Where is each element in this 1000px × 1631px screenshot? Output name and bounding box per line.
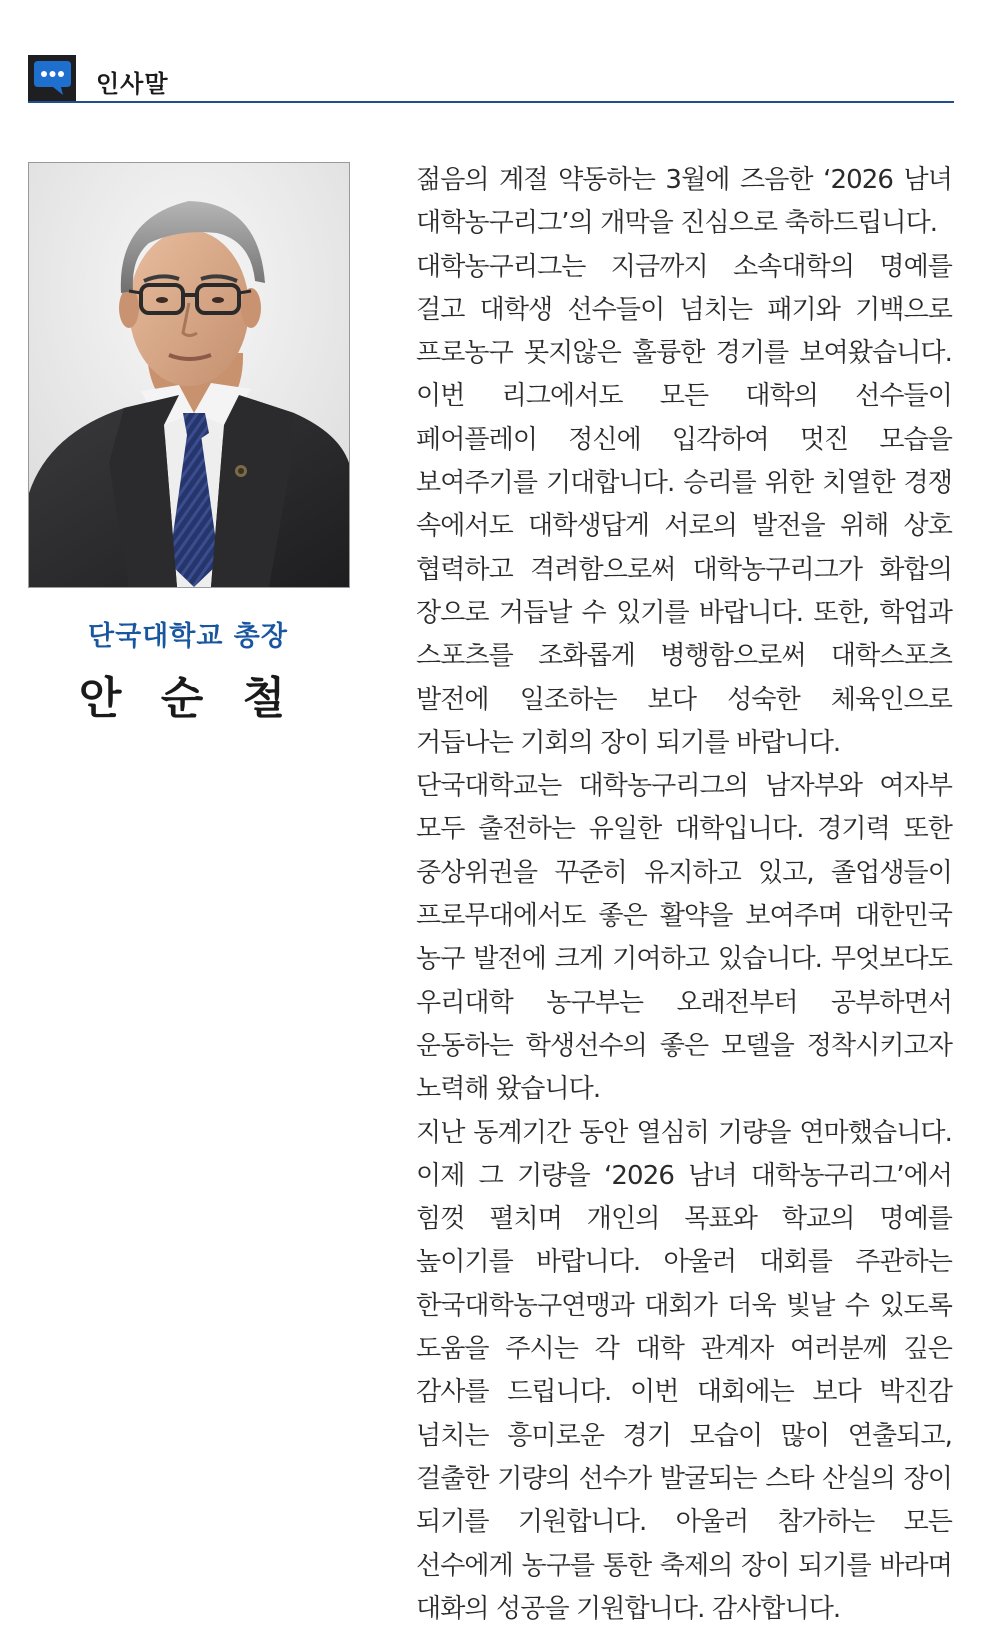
greeting-message bbox=[416, 159, 952, 1631]
portrait-photo bbox=[28, 162, 350, 588]
message-paragraph: 지난 동계기간 동안 열심히 기량을 연마했습니다. 이제 그 기량을 ‘2026 남녀 대학농구리그’에서 힘껏 펼치며 개인의 목표와 학교의 명예를 높이기를 바랍니다. 아울러 대회를 주관하는 한국대학농구연맹과 대회가 더욱 빛날 수 있도록 도움을 주시는 각 대학 관계자 여러분께 깊은 감사를 드립니다. 이번 대회에는 보다 박진감 넘치는 흥미로운 경기 모습이 많이 연출되고, 걸출한 기량의 선수가 발굴되는 스타 산실의 장이 되기를 기원합니다. 아울러 참가하는 모든 선수에게 농구를 통한 축제의 장이 되기를 바라며 대화의 성공을 기원합니다. 감사합니다. bbox=[416, 1117, 952, 1624]
section-title: 인사말 bbox=[96, 70, 169, 98]
speaker-name: 안 순 철 bbox=[78, 673, 298, 724]
message-paragraph: 단국대학교는 대학농구리그의 남자부와 여자부 모두 출전하는 유일한 대학입니다. 경기력 또한 중상위권을 꾸준히 유지하고 있고, 졸업생들이 프로무대에서도 좋은 활약을 보여주며 대한민국 농구 발전에 크게 기여하고 있습니다. 무엇보다도 우리대학 농구부는 오래전부터 공부하면서 운동하는 학생선수의 좋은 모델을 정착시키고자 노력해 왔습니다. bbox=[416, 771, 952, 1105]
speech-bubble-icon bbox=[28, 55, 76, 103]
header-divider bbox=[28, 101, 954, 103]
message-paragraph: 대학농구리그는 지금까지 소속대학의 명예를 걸고 대학생 선수들이 넘치는 패기와 기백으로 프로농구 못지않은 훌륭한 경기를 보여왔습니다. 이번 리그에서도 모든 대학의 선수들이 페어플레이 정신에 입각하여 멋진 모습을 보여주기를 기대합니다. 승리를 위한 치열한 경쟁 속에서도 대학생답게 서로의 발전을 위해 상호 협력하고 격려함으로써 대학농구리그가 화합의 장으로 거듭날 수 있기를 바랍니다. 또한, 학업과 스포츠를 조화롭게 병행함으로써 대학스포츠 발전에 일조하는 보다 성숙한 체육인으로 거듭나는 기회의 장이 되기를 바랍니다. bbox=[416, 251, 952, 758]
section-header bbox=[28, 55, 954, 103]
message-paragraph: 젊음의 계절 약동하는 3월에 즈음한 ‘2026 남녀 대학농구리그’의 개막을 진심으로 축하드립니다. bbox=[416, 165, 952, 239]
speaker-affiliation: 단국대학교 총장 bbox=[88, 621, 288, 652]
